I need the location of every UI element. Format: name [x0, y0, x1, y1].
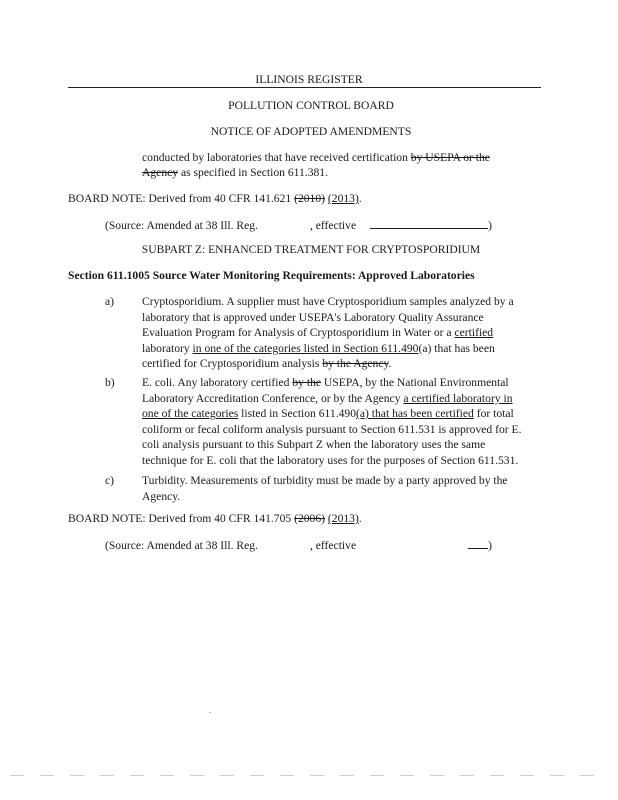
- text-segment: Laboratory Accreditation Conference, or by the Agency: [142, 391, 404, 405]
- text-line: [142, 376, 509, 390]
- text-segment: Turbidity. Measurements of turbidity must be made by a party approved by the: [142, 474, 508, 487]
- source-close: ): [488, 219, 492, 232]
- source-prefix: (Source: Amended at 38 Ill. Reg.: [105, 539, 258, 552]
- text-segment: technique for E. coli that the laboratory uses for the purposes of Section 611.531.: [142, 454, 519, 467]
- effective-date-blank: [468, 538, 488, 549]
- section-heading: Section 611.1005 Source Water Monitoring Requirements: Approved Laboratories: [68, 269, 475, 282]
- scan-footer-noise: [10, 775, 608, 776]
- text-segment: E. coli. Any laboratory certified: [142, 376, 293, 389]
- subsection-label: a): [105, 295, 115, 308]
- board-note-2: [68, 512, 362, 526]
- inserted-text: certified: [454, 326, 494, 340]
- source-effective: , effective: [309, 219, 357, 232]
- text-segment: BOARD NOTE: Derived from 40 CFR 141.621: [68, 192, 295, 205]
- text-segment: .: [358, 512, 362, 525]
- source-close: ): [488, 539, 492, 552]
- text-line: [142, 151, 490, 165]
- text-segment: Cryptosporidium. A supplier must have Cryptosporidium samples analyzed by a: [142, 295, 514, 308]
- header-rule: [68, 87, 541, 88]
- source-effective: , effective: [309, 539, 357, 552]
- text-segment: .: [388, 357, 392, 371]
- text-segment: coliform or fecal coliform analysis pursuant to Section 611.531 is approved for E.: [142, 422, 522, 436]
- board-title: POLLUTION CONTROL BOARD: [228, 99, 394, 112]
- text-line: [142, 474, 508, 488]
- text-line: [142, 166, 328, 180]
- text-segment: laboratory: [142, 341, 193, 355]
- text-segment: Evaluation Program for Analysis of Cryptosporidium in Water or a: [142, 326, 455, 340]
- subsection-label: b): [105, 376, 115, 389]
- text-line: [142, 423, 522, 437]
- text-segment: USEPA, by the National Environmental: [321, 376, 509, 389]
- text-segment: Agency.: [142, 489, 181, 503]
- text-line: [142, 407, 514, 421]
- deleted-text: by USEPA or the: [410, 151, 490, 164]
- deleted-text: (2010): [294, 192, 325, 205]
- deleted-text: (2006): [294, 512, 325, 525]
- text-line: [142, 357, 391, 371]
- text-segment: laboratory that is approved under USEPA's Laboratory Quality Assurance: [142, 310, 484, 324]
- text-segment: coli analysis pursuant to this Subpart Z when the laboratory uses the same: [142, 438, 486, 452]
- board-note-1: [68, 192, 362, 206]
- text-segment: .: [358, 192, 362, 205]
- text-segment: certified for Cryptosporidium analysis: [142, 357, 323, 371]
- scan-speck: [209, 712, 211, 713]
- inserted-text: (a) that has been certified: [356, 407, 474, 421]
- text-segment: conducted by laboratories that have received certification: [142, 151, 411, 164]
- notice-title: NOTICE OF ADOPTED AMENDMENTS: [210, 125, 412, 138]
- inserted-text: (2013): [327, 512, 359, 525]
- text-segment: listed in Section 611.490: [238, 407, 357, 421]
- text-line: [142, 295, 514, 309]
- inserted-text: (2013): [327, 192, 359, 205]
- inserted-text: in one of the categories listed in Section 611.490: [192, 341, 419, 355]
- deleted-text: by the: [292, 376, 322, 389]
- effective-date-blank: [370, 218, 488, 229]
- text-line: [142, 392, 513, 406]
- text-line: [142, 326, 493, 340]
- text-line: [142, 342, 495, 356]
- source-prefix: (Source: Amended at 38 Ill. Reg.: [105, 219, 258, 232]
- subsection-label: c): [105, 474, 115, 487]
- inserted-text: one of the categories: [142, 407, 239, 421]
- deleted-text: Agency: [142, 166, 179, 179]
- text-line: [142, 454, 518, 468]
- source-note-2: [105, 538, 492, 553]
- text-line: [142, 311, 484, 325]
- inserted-text: a certified laboratory in: [403, 391, 513, 405]
- deleted-text: by the Agency: [322, 357, 389, 371]
- source-note-1: [105, 218, 492, 233]
- subpart-title: SUBPART Z: ENHANCED TREATMENT FOR CRYPTOSPORIDIUM: [141, 243, 481, 256]
- text-segment: for total: [473, 407, 514, 421]
- text-line: [142, 490, 180, 504]
- register-title: ILLINOIS REGISTER: [255, 73, 363, 86]
- text-segment: BOARD NOTE: Derived from 40 CFR 141.705: [68, 512, 295, 525]
- text-line: [142, 438, 485, 452]
- text-segment: (a) that has been: [418, 341, 495, 355]
- text-segment: as specified in Section 611.381.: [178, 166, 328, 179]
